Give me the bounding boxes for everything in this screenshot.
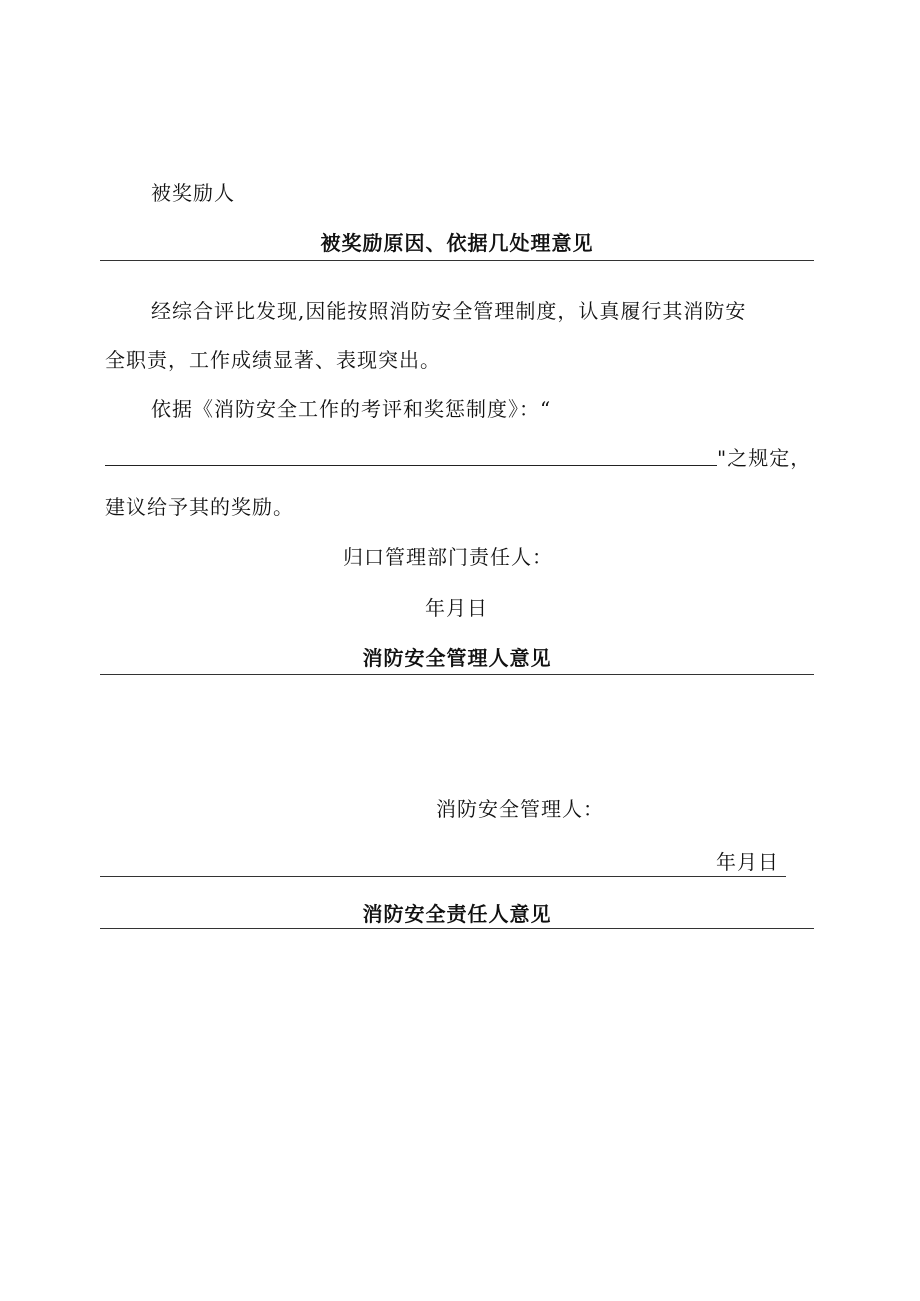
section1-para2-line3: 建议给予其的奖励。 bbox=[105, 495, 294, 519]
section3-rule bbox=[100, 928, 814, 929]
section1-para1-line1: 经综合评比发现,因能按照消防安全管理制度，认真履行其消防安 bbox=[151, 299, 747, 323]
section1-para2-line1: 依据《消防安全工作的考评和奖惩制度》：“ bbox=[151, 397, 552, 421]
section1-date-label: 年月日 bbox=[425, 596, 488, 620]
section2-bottom-rule bbox=[100, 876, 786, 877]
regulation-blank-line bbox=[105, 465, 717, 466]
section3-heading: 消防安全责任人意见 bbox=[362, 902, 552, 926]
section1-rule bbox=[100, 260, 814, 261]
section1-signer-label: 归口管理部门责任人： bbox=[343, 545, 553, 569]
section1-heading: 被奖励原因、依据几处理意见 bbox=[320, 231, 594, 255]
section2-heading: 消防安全管理人意见 bbox=[362, 646, 552, 670]
section2-signer-label: 消防安全管理人： bbox=[436, 797, 604, 821]
section2-rule bbox=[100, 674, 814, 675]
awardee-label: 被奖励人 bbox=[151, 181, 235, 205]
section1-para2-suffix: "之规定， bbox=[717, 446, 812, 470]
section2-date-label: 年月日 bbox=[716, 850, 779, 874]
section1-para1-line2: 全职责，工作成绩显著、表现突出。 bbox=[105, 348, 441, 372]
